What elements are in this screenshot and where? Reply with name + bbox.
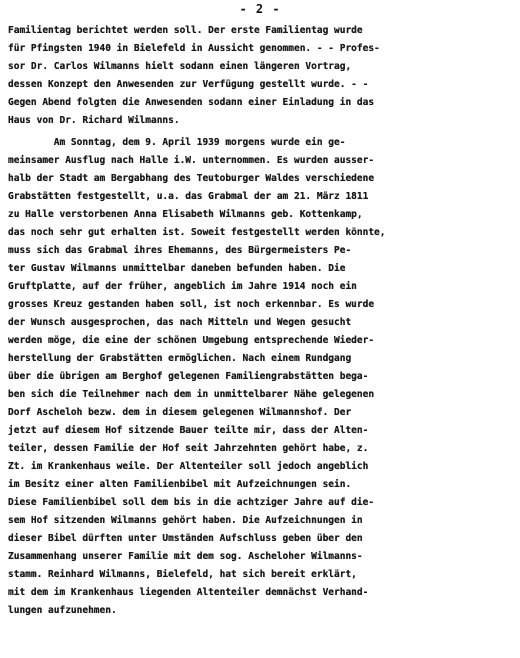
text-line: muss sich das Grabmal ihres Ehemanns, des Bürgermeisters Pe- [8, 245, 352, 256]
text-line: werden möge, die eine der schönen Umgebung entsprechende Wieder- [8, 335, 375, 346]
text-line: Am Sonntag, dem 9. April 1939 morgens wurde ein ge- [8, 137, 346, 148]
text-line: stamm. Reinhard Wilmanns, Bielefeld, hat sich bereit erklärt, [8, 569, 357, 580]
text-line: das noch sehr gut erhalten ist. Soweit festgestellt werden könnte, [8, 227, 386, 238]
text-line: mit dem im Krankenhaus liegenden Altenteiler demnächst Verhand- [8, 587, 369, 598]
text-line: lungen aufzunehmen. [8, 605, 117, 616]
text-line: für Pfingsten 1940 in Bielefeld in Aussicht genommen. - - Profes- [8, 43, 380, 54]
text-line: ben sich die Teilnehmer nach dem in unmittelbarer Nähe gelegenen [8, 389, 375, 400]
text-line: Haus von Dr. Richard Wilmanns. [8, 115, 180, 126]
text-line: ter Gustav Wilmanns unmittelbar daneben befunden haben. Die [8, 263, 346, 274]
text-line: teiler, dessen Familie der Hof seit Jahrzehnten gehört habe, z. [8, 443, 369, 454]
text-line: jetzt auf diesem Hof sitzende Bauer teilte mir, dass der Alten- [8, 425, 369, 436]
text-line: zu Halle verstorbenen Anna Elisabeth Wilmanns geb. Kottenkamp, [8, 209, 363, 220]
text-line: Zusammenhang unserer Familie mit dem sog. Ascheloher Wilmanns- [8, 551, 363, 562]
text-line: dieser Bibel dürften unter Umständen Aufschluss geben über den [8, 533, 363, 544]
text-line: grosses Kreuz gestanden haben soll, ist noch erkennbar. Es wurde [8, 299, 375, 310]
text-line: sor Dr. Carlos Wilmanns hielt sodann einen längeren Vortrag, [8, 61, 352, 72]
text-line: der Wunsch ausgesprochen, das nach Mitteln und Wegen gesucht [8, 317, 352, 328]
text-line: Zt. im Krankenhaus weile. Der Altenteiler soll jedoch angeblich [8, 461, 369, 472]
text-line: meinsamer Ausflug nach Halle i.W. unternommen. Es wurden ausser- [8, 155, 375, 166]
text-line: über die übrigen am Berghof gelegenen Familiengrabstätten bega- [8, 371, 369, 382]
text-line: Diese Familienbibel soll dem bis in die achtziger Jahre auf die- [8, 497, 375, 508]
text-line: sem Hof sitzenden Wilmanns gehört haben. Die Aufzeichnungen in [8, 515, 363, 526]
text-line: Gruftplatte, auf der früher, angeblich im Jahre 1914 noch ein [8, 281, 357, 292]
text-line: herstellung der Grabstätten ermöglichen. Nach einem Rundgang [8, 353, 352, 364]
page-number: - 2 - [239, 2, 281, 16]
text-line: im Besitz einer alten Familienbibel mit Aufzeichnungen sein. [8, 479, 352, 490]
text-line: halb der Stadt am Bergabhang des Teutoburger Waldes verschiedene [8, 173, 375, 184]
text-line: Grabstätten festgestellt, u.a. das Grabmal der am 21. März 1811 [8, 191, 369, 202]
text-line: Dorf Ascheloh bezw. dem in diesem gelegenen Wilmannshof. Der [8, 407, 352, 418]
text-line: dessen Konzept den Anwesenden zur Verfügung gestellt wurde. - - [8, 79, 369, 90]
text-line: Familientag berichtet werden soll. Der erste Familientag wurde [8, 25, 363, 36]
text-line: Gegen Abend folgten die Anwesenden sodann einer Einladung in das [8, 97, 375, 108]
